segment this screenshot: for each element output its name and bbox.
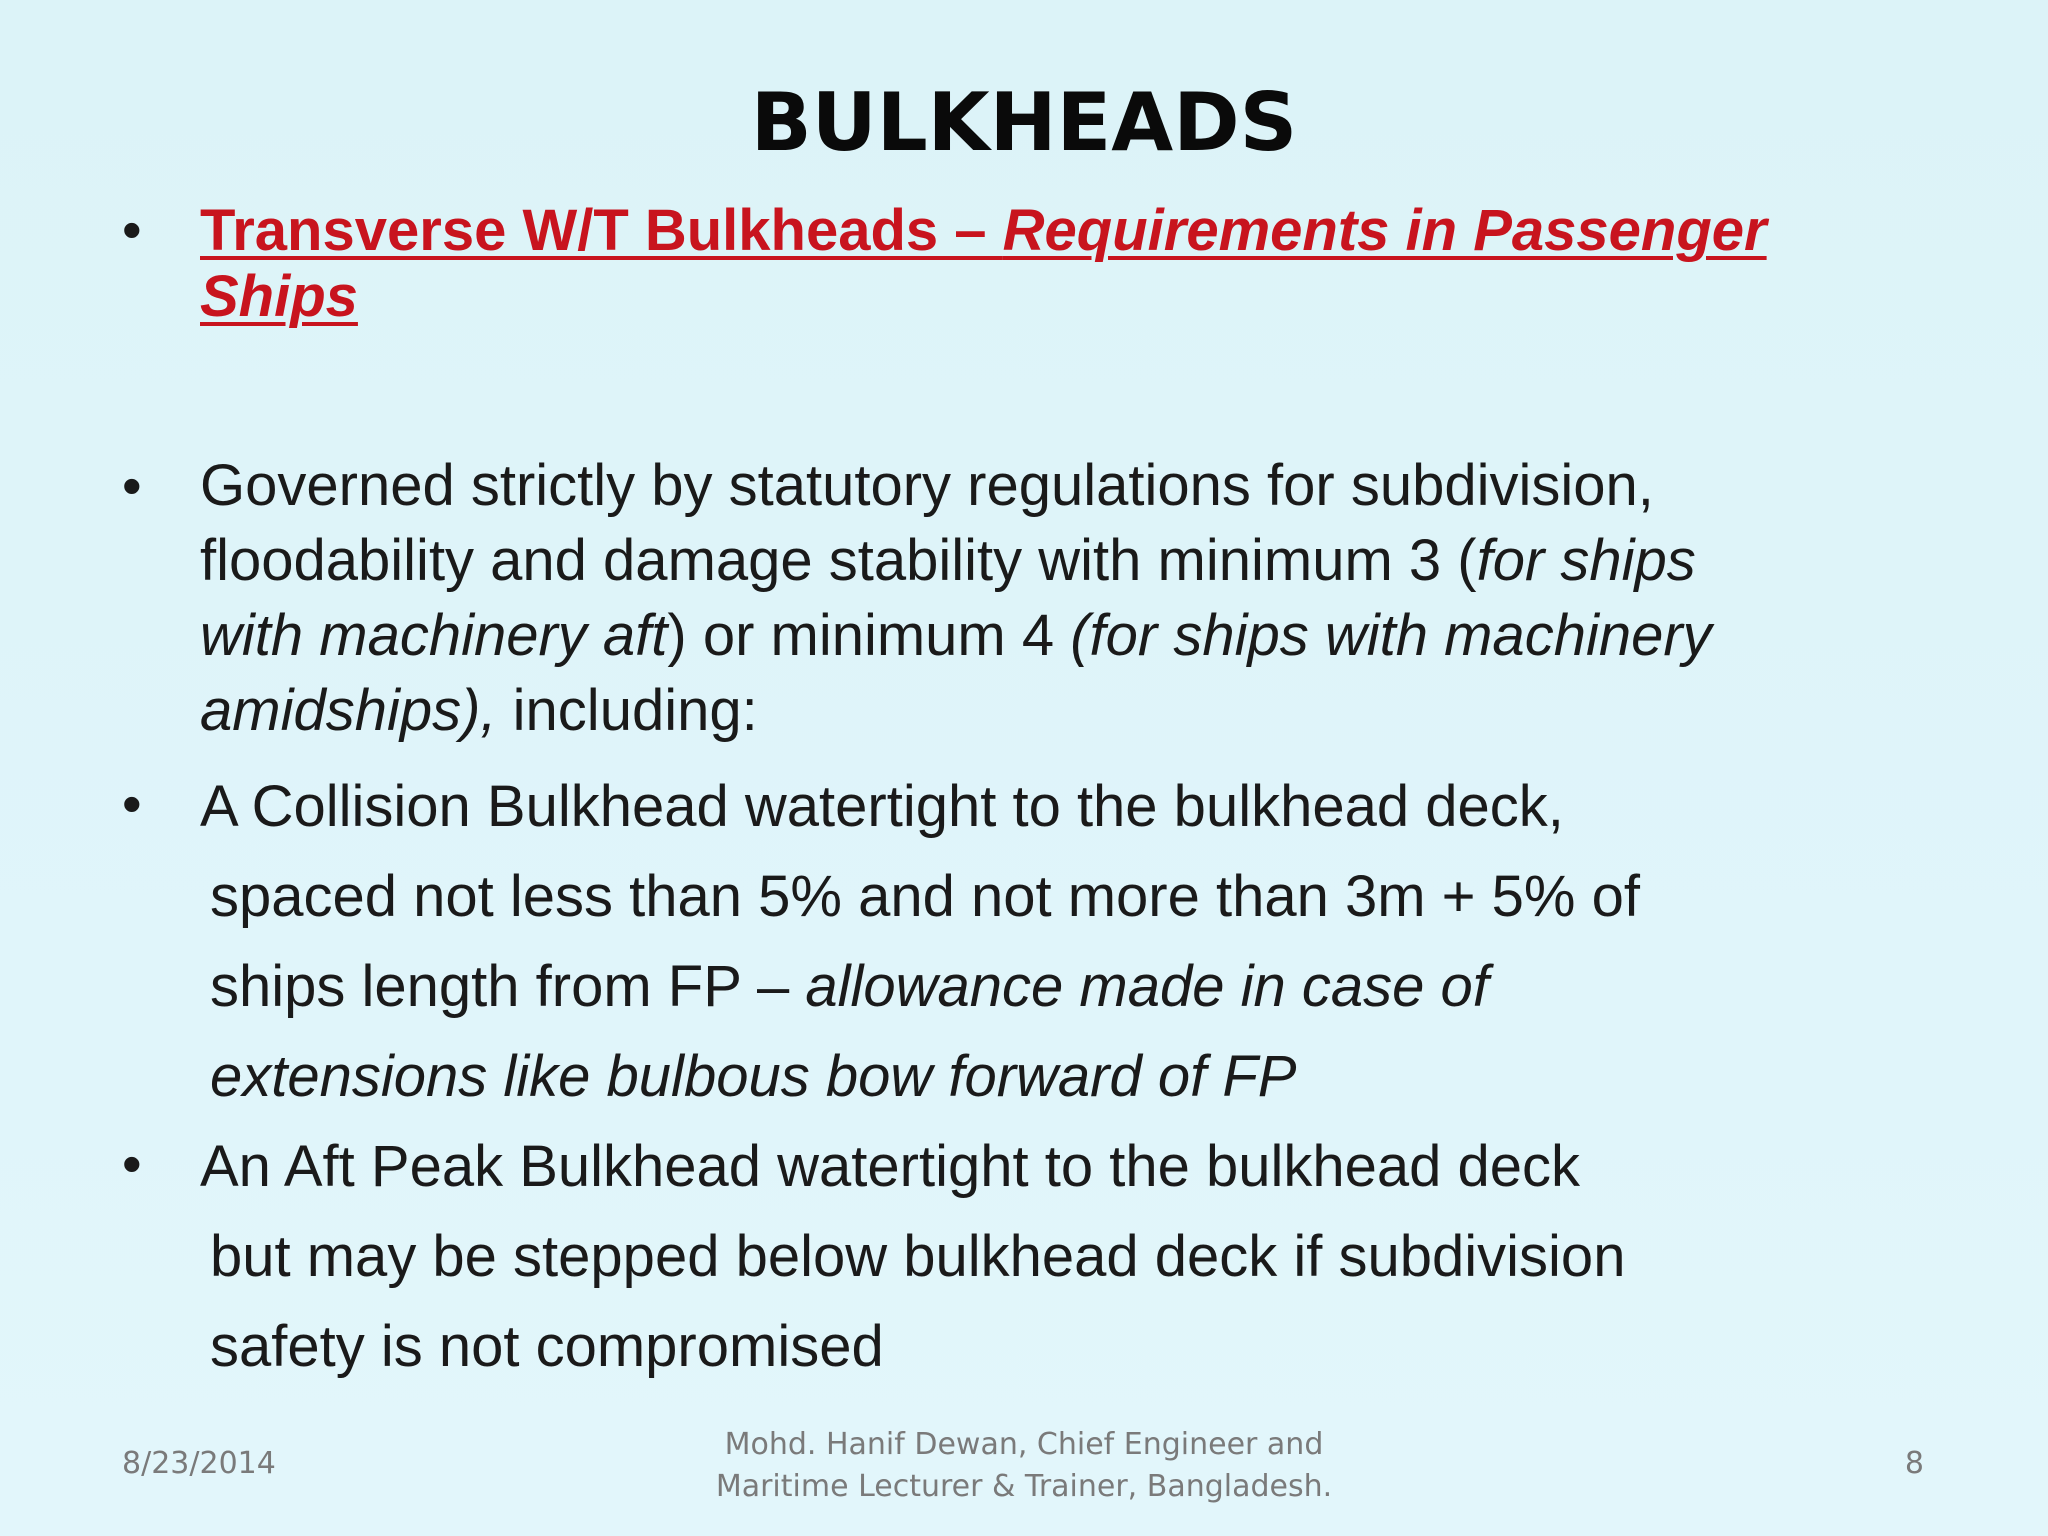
heading-part1: Transverse W/T Bulkheads – xyxy=(200,198,1003,263)
footer-author xyxy=(624,1424,1424,1508)
bullet1-line2b: for ships xyxy=(1476,528,1696,593)
bullet-collision-text xyxy=(200,762,1920,1122)
footer-author-line2: Maritime Lecturer & Trainer, Bangladesh. xyxy=(715,1469,1333,1504)
bullet3-line3 xyxy=(200,1302,1920,1392)
bullet2-line3 xyxy=(200,942,1920,1032)
bullet3-line1: An Aft Peak Bulkhead watertight to the bulkhead deck xyxy=(200,1134,1581,1199)
slide-title: BULKHEADS xyxy=(750,76,1298,169)
bullet-dot: • xyxy=(122,454,142,517)
bullet-dot: • xyxy=(122,772,142,835)
bullet1-line2a: floodability and damage stability with minimum 3 ( xyxy=(200,528,1477,593)
bullet2-line3b: allowance made in case of xyxy=(805,954,1489,1019)
bullet-governed-text xyxy=(200,448,1920,748)
bullet2-line3a: ships length from FP – xyxy=(210,954,806,1019)
footer-author-line1: Mohd. Hanif Dewan, Chief Engineer and xyxy=(724,1427,1324,1462)
footer-date: 8/23/2014 xyxy=(122,1446,276,1481)
bullet1-line1: Governed strictly by statutory regulations for subdivision, xyxy=(200,453,1654,518)
bullet-aft-peak-text xyxy=(200,1122,1920,1392)
bullet3-line2 xyxy=(200,1212,1920,1302)
bullet2-line4 xyxy=(200,1032,1920,1122)
bullet1-line4b: including: xyxy=(496,678,758,743)
heading-part2: Requirements in Passenger Ships xyxy=(200,198,1767,329)
bullet-dot: • xyxy=(122,198,142,261)
bullet1-line4a: amidships), xyxy=(200,678,497,743)
bullet2-line2 xyxy=(200,852,1920,942)
bullet1-line3c: (for ships with machinery xyxy=(1070,603,1712,668)
section-heading-link[interactable] xyxy=(200,198,1920,330)
bullet2-line4-text: extensions like bulbous bow forward of FP xyxy=(210,1044,1297,1109)
bullet1-line3b: ) or minimum 4 xyxy=(667,603,1071,668)
bullet3-line3-text: safety is not compromised xyxy=(210,1314,884,1379)
bullet1-line3a: with machinery aft xyxy=(200,603,668,668)
footer-page-number: 8 xyxy=(1904,1446,1924,1481)
bullet3-line2-text: but may be stepped below bulkhead deck if subdivision xyxy=(210,1224,1626,1289)
bullet-dot: • xyxy=(122,1132,142,1195)
bullet2-line2-text: spaced not less than 5% and not more than 3m + 5% of xyxy=(210,864,1640,929)
bullet2-line1: A Collision Bulkhead watertight to the bulkhead deck, xyxy=(200,774,1564,839)
